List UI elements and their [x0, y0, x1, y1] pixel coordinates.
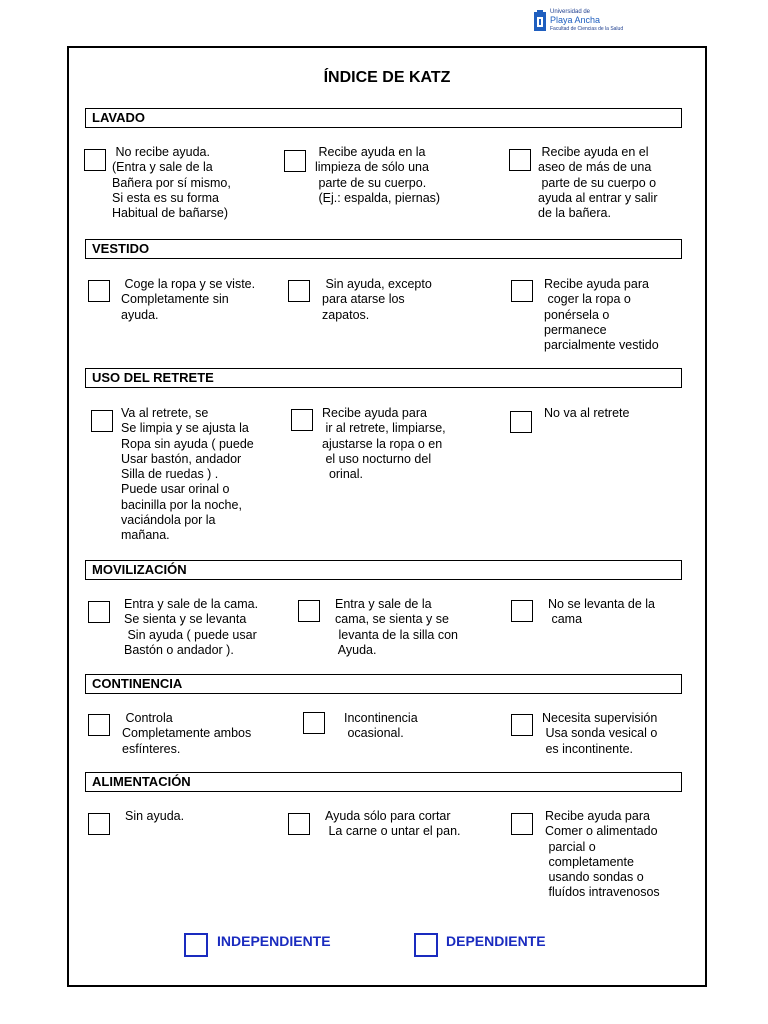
- option-lavado-3: Recibe ayuda en el aseo de más de una parte de su cuerpo o ayuda al entrar y salir de la bañera.: [538, 145, 658, 221]
- dependiente-label: DEPENDIENTE: [446, 933, 546, 949]
- option-movilizacion-3: No se levanta de la cama: [548, 597, 656, 627]
- option-alimentacion-3: Recibe ayuda para Comer o alimentado parcial o completamente usando sondas o fluídos intravenosos: [545, 809, 660, 900]
- checkbox-continencia-3[interactable]: [511, 714, 533, 736]
- option-vestido-3: Recibe ayuda para coger la ropa o ponérsela o permanece parcialmente vestido: [544, 277, 659, 353]
- option-lavado-1: No recibe ayuda. (Entra y sale de la Bañera por sí mismo, Si esta es su forma Habitual de bañarse): [112, 145, 231, 221]
- option-retrete-3: No va al retrete: [544, 406, 630, 420]
- university-logo: [533, 9, 643, 35]
- checkbox-alimentacion-2[interactable]: [288, 813, 310, 835]
- checkbox-lavado-2[interactable]: [284, 150, 306, 172]
- checkbox-vestido-3[interactable]: [511, 280, 533, 302]
- logo-university-text: Universidad de: [550, 9, 591, 15]
- independiente-label: INDEPENDIENTE: [217, 933, 331, 949]
- section-header-uso-del-retrete: USO DEL RETRETE: [85, 368, 682, 388]
- logo-faculty-text: Facultad de Ciencias de la Salud: [550, 26, 624, 32]
- checkbox-movilizacion-1[interactable]: [88, 601, 110, 623]
- section-header-movilizacion: MOVILIZACIÓN: [85, 560, 682, 580]
- checkbox-continencia-2[interactable]: [303, 712, 325, 734]
- option-retrete-2: Recibe ayuda para ir al retrete, limpiarse, ajustarse la ropa o en el uso nocturno del orinal.: [322, 406, 446, 482]
- dependiente-checkbox[interactable]: [414, 933, 438, 957]
- logo-name-text: Playa Ancha: [550, 15, 601, 25]
- section-header-continencia: CONTINENCIA: [85, 674, 682, 694]
- university-crest-icon: [533, 10, 547, 32]
- checkbox-retrete-1[interactable]: [91, 410, 113, 432]
- option-continencia-3: Necesita supervisión Usa sonda vesical o es incontinente.: [542, 711, 658, 756]
- independiente-checkbox[interactable]: [184, 933, 208, 957]
- checkbox-alimentacion-1[interactable]: [88, 813, 110, 835]
- checkbox-lavado-3[interactable]: [509, 149, 531, 171]
- option-alimentacion-2: Ayuda sólo para cortar La carne o untar el pan.: [325, 809, 461, 839]
- section-header-alimentacion: ALIMENTACIÓN: [85, 772, 682, 792]
- checkbox-alimentacion-3[interactable]: [511, 813, 533, 835]
- option-vestido-1: Coge la ropa y se viste. Completamente sin ayuda.: [121, 277, 256, 322]
- option-alimentacion-1: Sin ayuda.: [125, 809, 185, 823]
- checkbox-retrete-3[interactable]: [510, 411, 532, 433]
- checkbox-vestido-2[interactable]: [288, 280, 310, 302]
- checkbox-lavado-1[interactable]: [84, 149, 106, 171]
- section-header-vestido: VESTIDO: [85, 239, 682, 259]
- section-header-lavado: LAVADO: [85, 108, 682, 128]
- checkbox-vestido-1[interactable]: [88, 280, 110, 302]
- checkbox-retrete-2[interactable]: [291, 409, 313, 431]
- option-lavado-2: Recibe ayuda en la limpieza de sólo una parte de su cuerpo. (Ej.: espalda, piernas): [315, 145, 441, 205]
- option-vestido-2: Sin ayuda, excepto para atarse los zapatos.: [322, 277, 432, 322]
- checkbox-movilizacion-3[interactable]: [511, 600, 533, 622]
- option-continencia-2: Incontinencia ocasional.: [344, 711, 418, 741]
- option-retrete-1: Va al retrete, se Se limpia y se ajusta la Ropa sin ayuda ( puede Usar bastón, andador Silla de ruedas ) . Puede usar orinal o bacinilla por la noche, vaciándola por la mañana.: [121, 406, 254, 543]
- checkbox-continencia-1[interactable]: [88, 714, 110, 736]
- checkbox-movilizacion-2[interactable]: [298, 600, 320, 622]
- option-movilizacion-2: Entra y sale de la cama, se sienta y se levanta de la silla con Ayuda.: [335, 597, 458, 657]
- option-movilizacion-1: Entra y sale de la cama. Se sienta y se levanta Sin ayuda ( puede usar Bastón o andador ).: [124, 597, 259, 657]
- option-continencia-1: Controla Completamente ambos esfínteres.: [122, 711, 252, 756]
- page-title: ÍNDICE DE KATZ: [323, 69, 451, 86]
